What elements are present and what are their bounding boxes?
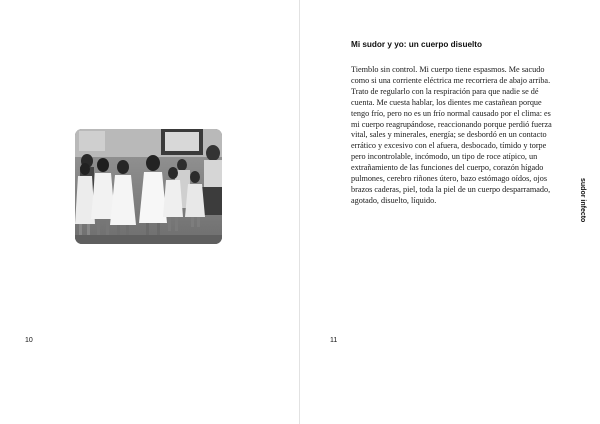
body-paragraph: Tiemblo sin control. Mi cuerpo tiene espasmos. Me sacudo como si una corriente eléctrica me recorriera de abajo arriba. Trato de regularlo con la respiración para que nadie se dé cuenta. Me cuesta hablar, los dientes me castañean porque tengo frío, pero no es un frío normal causado por el clima: es mi cuerpo reagrupándose, reaccionando porque perdió fuerza vital, sales y minerales, energía; se desbordó en un contacto errático y excesivo con el afuera, desbocado, tímido y torpe pero incontrolable, incómodo, un tipo de roce atípico, un extrañamiento de las funciones del cuerpo, corazón hígado pulmones, cerebro riñones útero, bazo estómago oídos, ojos brazos caderas, piel, toda la piel de un cuerpo desparramado, agotado, disuelto, líquido. [351, 65, 552, 205]
photo-image [75, 129, 222, 244]
page-number-left: 10 [25, 337, 33, 344]
chapter-heading: Mi sudor y yo: un cuerpo disuelto [351, 40, 483, 49]
page-number-right: 11 [330, 337, 338, 344]
right-page [300, 0, 600, 424]
archival-photo [75, 129, 222, 244]
left-page [0, 0, 299, 424]
running-title: sudor infecto [579, 178, 586, 223]
